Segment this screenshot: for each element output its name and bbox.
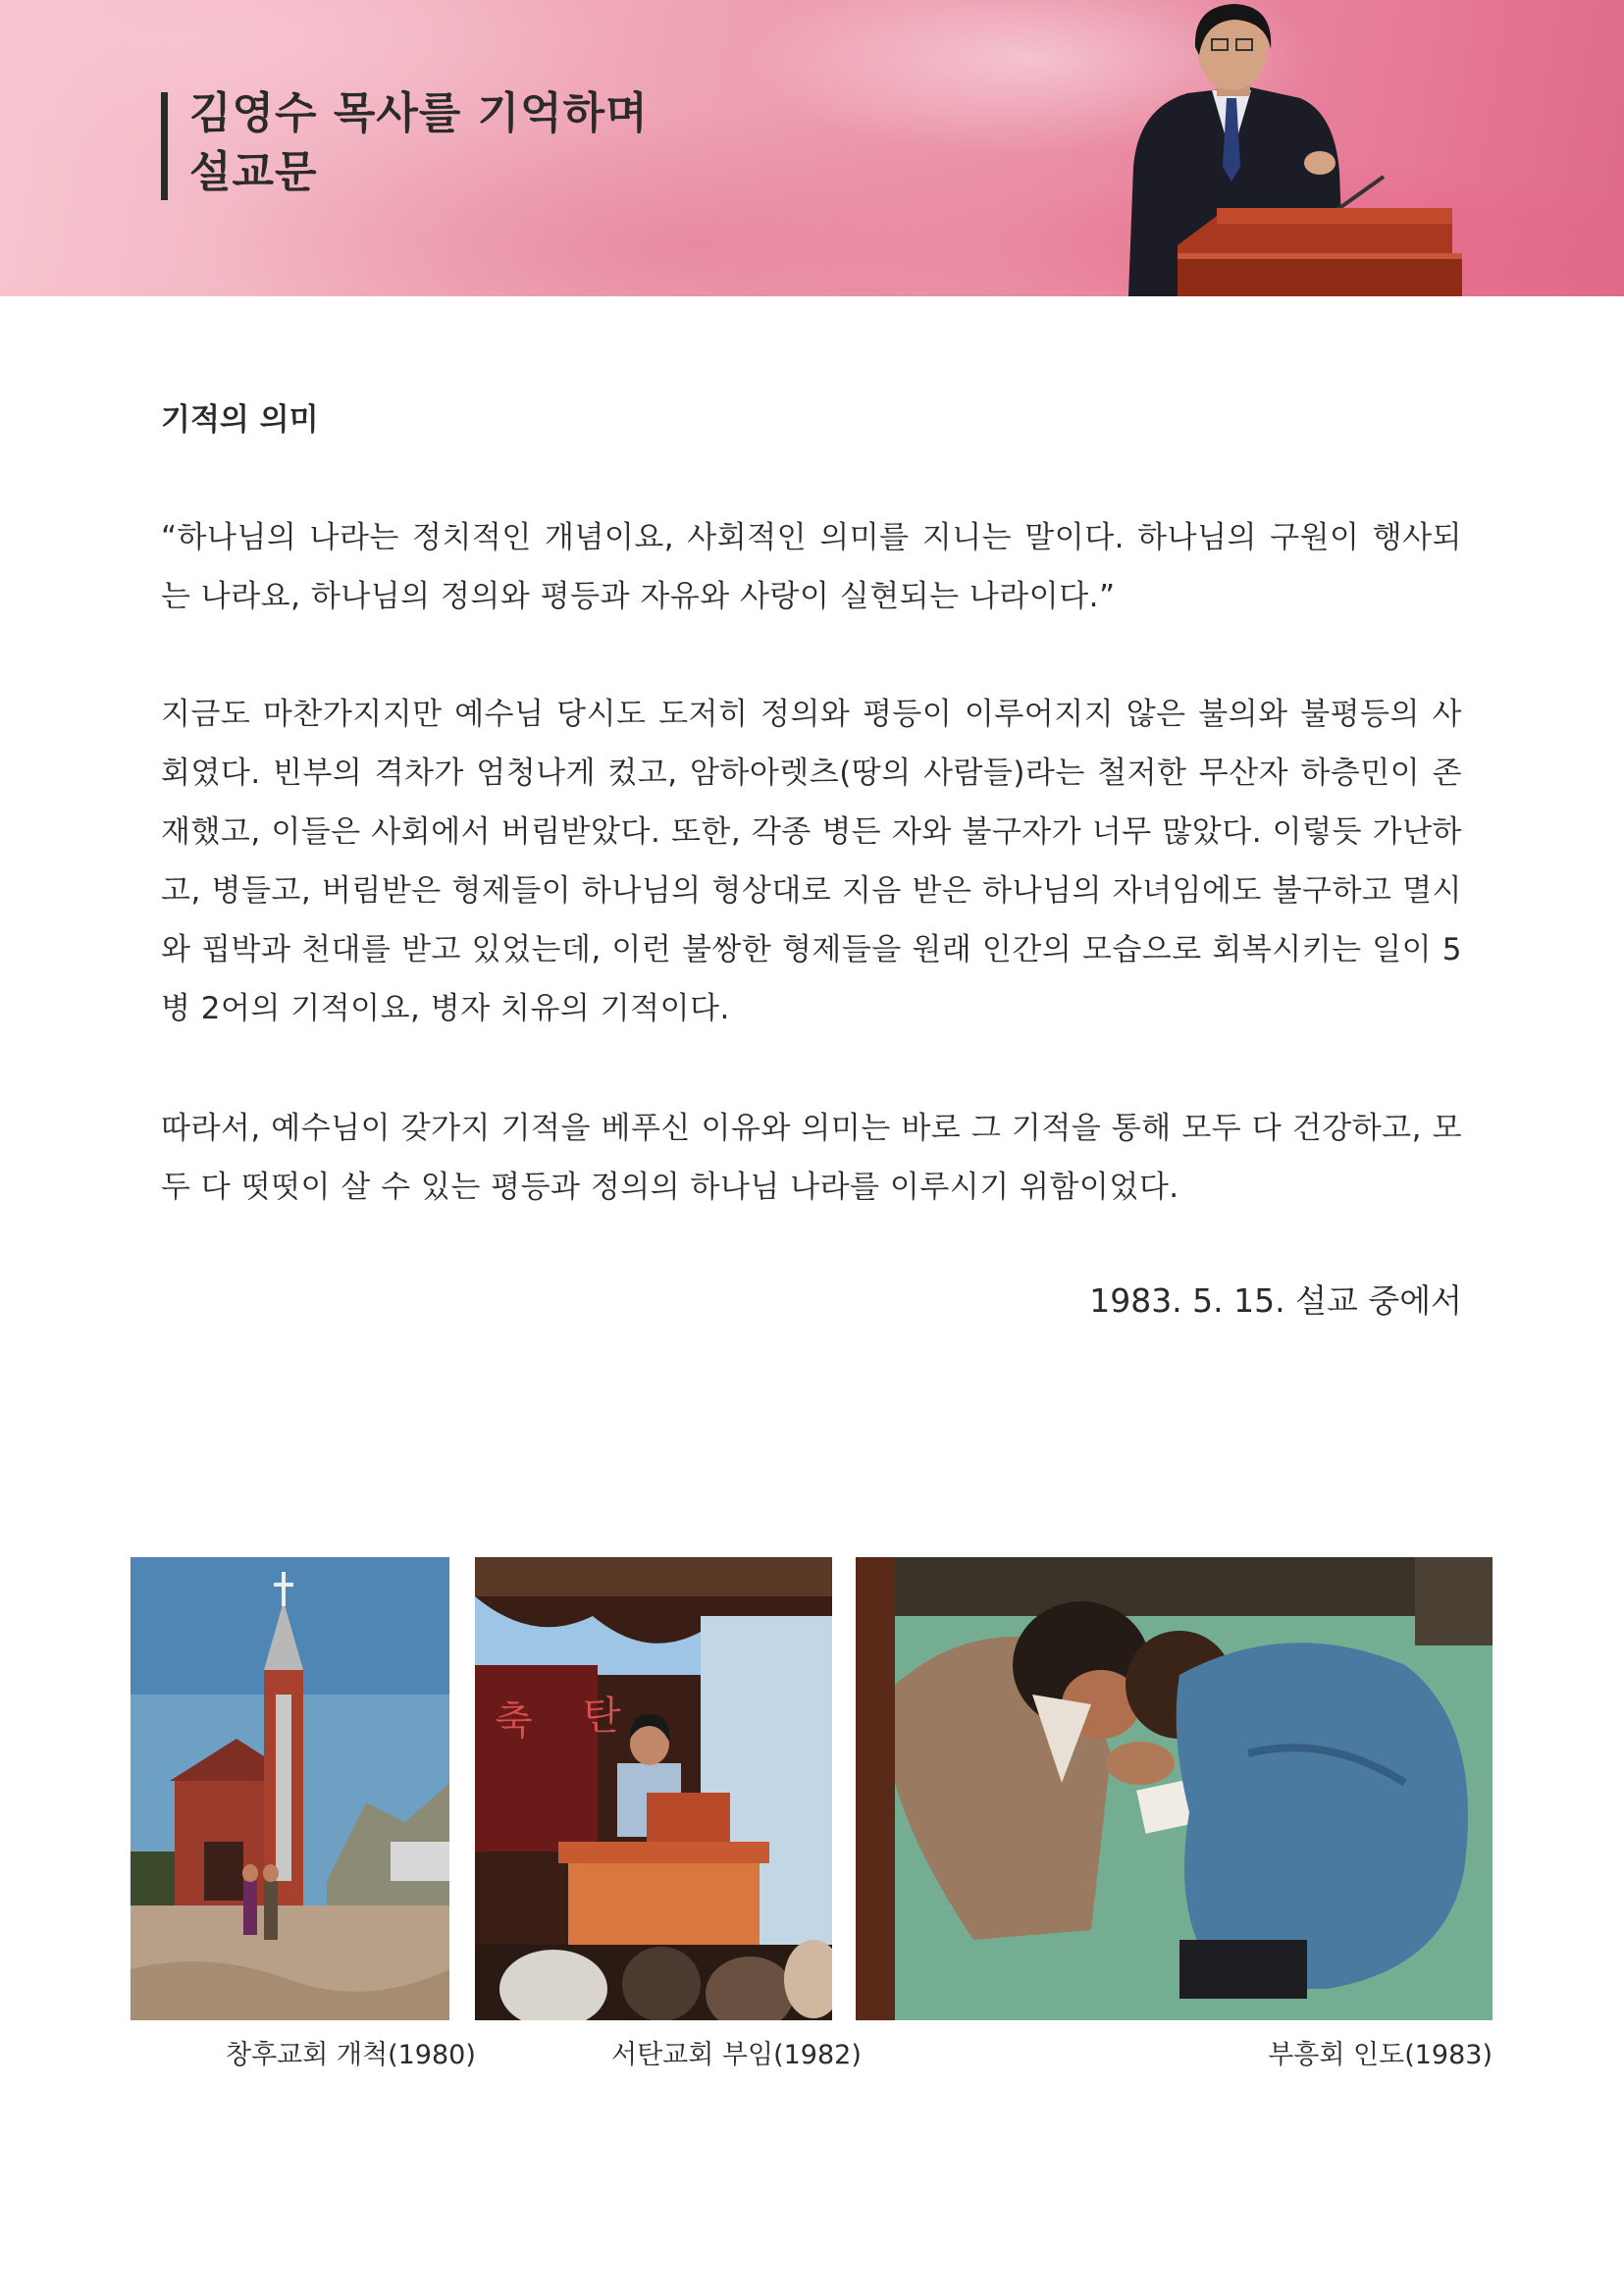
photo-caption: 창후교회 개척(1980) (226, 2040, 476, 2070)
church-founding-photo (131, 1557, 449, 2020)
header-title (189, 84, 649, 202)
header-accent-bar (161, 92, 168, 200)
svg-text:축: 축 (495, 1698, 533, 1744)
revival-meeting-photo (856, 1557, 1493, 2020)
body-paragraph: 따라서, 예수님이 갖가지 기적을 베푸신 이유와 의미는 바로 그 기적을 통해 모두 다 건강하고, 모두 다 떳떳이 살 수 있는 평등과 정의의 하나님 나라를 이루시기 위함이었다. (161, 1111, 1462, 1205)
section-title: 기적의 의미 (161, 402, 319, 438)
photo-caption: 서탄교회 부임(1982) (611, 2040, 862, 2070)
header-title-line2: 설교문 (189, 147, 318, 197)
body-paragraph: 지금도 마찬가지지만 예수님 당시도 도저히 정의와 평등이 이루어지지 않은 불의와 불평등의 사회였다. 빈부의 격차가 엄청나게 컸고, 암하아렛츠(땅의 사람들)라는 철저한 무산자 하층민이 존재했고, 이들은 사회에서 버림받았다. 또한, 각종 병든 자와 불구자가 너무 많았다. 이렇듯 가난하고, 병들고, 버림받은 형제들이 하나님의 형상대로 지음 받은 하나님의 자녀임에도 불구하고 멸시와 핍박과 천대를 받고 있었는데, 이런 불쌍한 형제들을 원래 인간의 모습으로 회복시키는 일이 5병 2어의 기적이요, 병자 치유의 기적이다. (161, 697, 1462, 1026)
preacher-photo (1021, 0, 1482, 296)
svg-text:탄: 탄 (583, 1694, 621, 1739)
header-title-line1: 김영수 목사를 기억하며 (189, 88, 649, 138)
page-header (0, 0, 1624, 296)
photo-caption: 부흥회 인도(1983) (1268, 2040, 1493, 2070)
quote-paragraph: “하나님의 나라는 정치적인 개념이요, 사회적인 의미를 지니는 말이다. 하나님의 구원이 행사되는 나라요, 하나님의 정의와 평등과 자유와 사랑이 실현되는 나라이다.” (161, 520, 1462, 614)
church-appointment-photo (475, 1557, 832, 2020)
sermon-date-signature: 1983. 5. 15. 설교 중에서 (1089, 1281, 1462, 1320)
